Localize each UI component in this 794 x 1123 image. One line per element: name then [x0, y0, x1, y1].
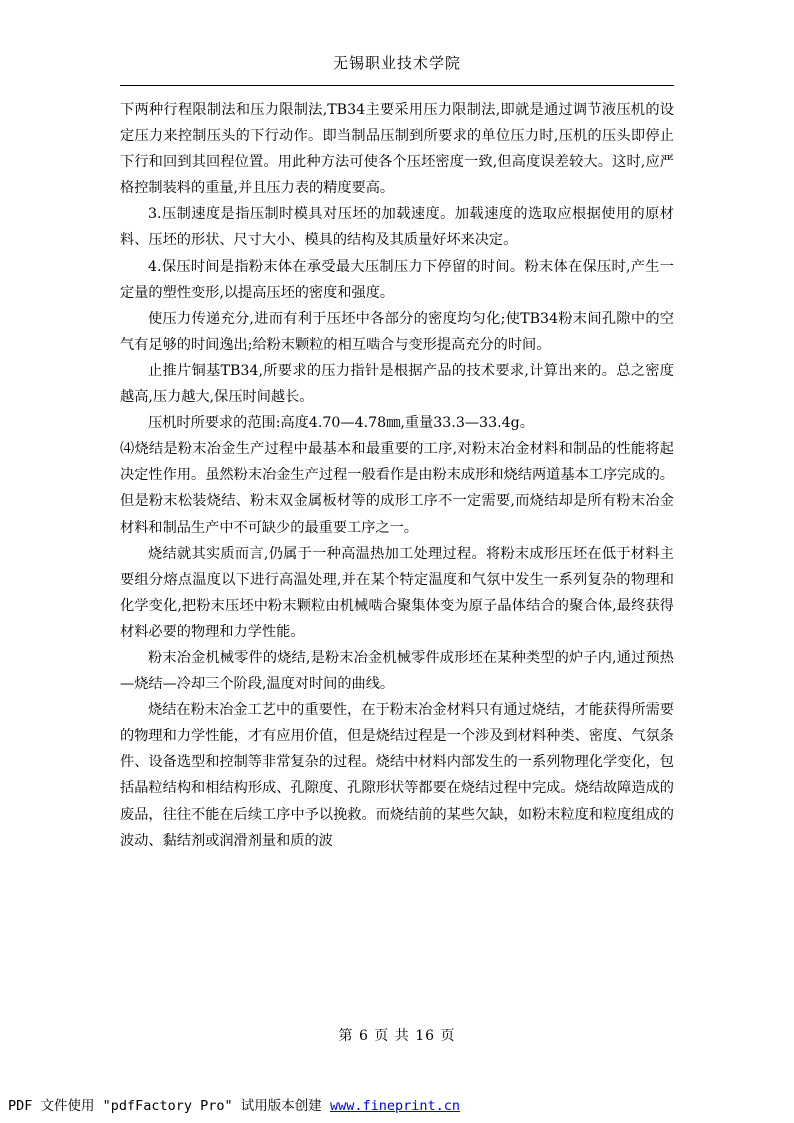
paragraph-7: ⑷烧结是粉末冶金生产过程中最基本和最重要的工序,对粉末冶金材料和制品的性能将起决定性作用。虽然粉末冶金生产过程一般看作是由粉末成形和烧结两道基本工序完成的。但是粉末松装烧结、粉末双金属板材等的成形工序不一定需要,而烧结却是所有粉末冶金材料和制品生产中不可缺少的最重要工序之一。: [120, 441, 674, 536]
paragraph-5: 止推片铜基TB34,所要求的压力指针是根据产品的技术要求,计算出来的。总之密度越高,压力越大,保压时间越长。: [120, 362, 674, 406]
paragraph-6: 压机时所要求的范围:高度4.70—4.78㎜,重量33.3—33.4g。: [148, 415, 534, 432]
paragraph-1: 下两种行程限制法和压力限制法,TB34主要采用压力限制法,即就是通过调节液压机的设定压力来控制压头的下行动作。即当制品压制到所要求的单位压力时,压机的压头即停止下行和回到其回程位置。用此种方法可使各个压坯密度一致,但高度误差较大。这时,应严格控制装料的重量,并且压力表的精度要高。: [120, 102, 674, 197]
paragraph-8: 烧结就其实质而言,仍属于一种高温热加工处理过程。将粉末成形压坯在低于材料主要组分熔点温度以下进行高温处理,并在某个特定温度和气氛中发生一系列复杂的物理和化学变化,把粉末压坯中粉末颗粒由机械啮合聚集体变为原子晶体结合的聚合体,最终获得材料必要的物理和力学性能。: [120, 545, 674, 640]
header-divider: [120, 85, 674, 86]
fineprint-link[interactable]: www.fineprint.cn: [329, 1098, 460, 1114]
pdf-note-text: PDF 文件使用 "pdfFactory Pro" 试用版本创建: [8, 1098, 330, 1114]
pdf-creator-note: [8, 1094, 460, 1114]
page-header-title: 无锡职业技术学院: [332, 54, 461, 72]
paragraph-4: 使压力传递充分,进而有利于压坯中各部分的密度均匀化;使TB34粉末间孔隙中的空气有足够的时间逸出;给粉末颗粒的相互啮合与变形提高充分的时间。: [120, 310, 674, 353]
paragraph-2: 3.压制速度是指压制时模具对压坯的加载速度。加载速度的选取应根据使用的原材料、压坯的形状、尺寸大小、模具的结构及其质量好坏来决定。: [120, 206, 674, 249]
paragraph-9: 粉末冶金机械零件的烧结,是粉末冶金机械零件成形坯在某种类型的炉子内,通过预热—烧结—冷却三个阶段,温度对时间的曲线。: [120, 649, 674, 693]
paragraph-3: 4.保压时间是指粉末体在承受最大压制压力下停留的时间。粉末体在保压时,产生一定量的塑性变形,以提高压坯的密度和强度。: [120, 258, 674, 301]
paragraph-10: 烧结在粉末冶金工艺中的重要性，在于粉末冶金材料只有通过烧结，才能获得所需要的物理和力学性能，才有应用价值，但是烧结过程是一个涉及到材料种类、密度、气氛条件、设备选型和控制等非常复杂的过程。烧结中材料内部发生的一系列物理化学变化，包括晶粒结构和相结构形成、孔隙度、孔隙形状等都要在烧结过程中完成。烧结故障造成的废品，往往不能在后续工序中予以挽救。而烧结前的某些欠缺，如粉末粒度和粒度组成的波动、黏结剂或润滑剂量和质的波: [120, 702, 674, 849]
body-text: [120, 97, 674, 854]
page-number-footer: 第 6 页 共 16 页: [338, 1028, 456, 1044]
